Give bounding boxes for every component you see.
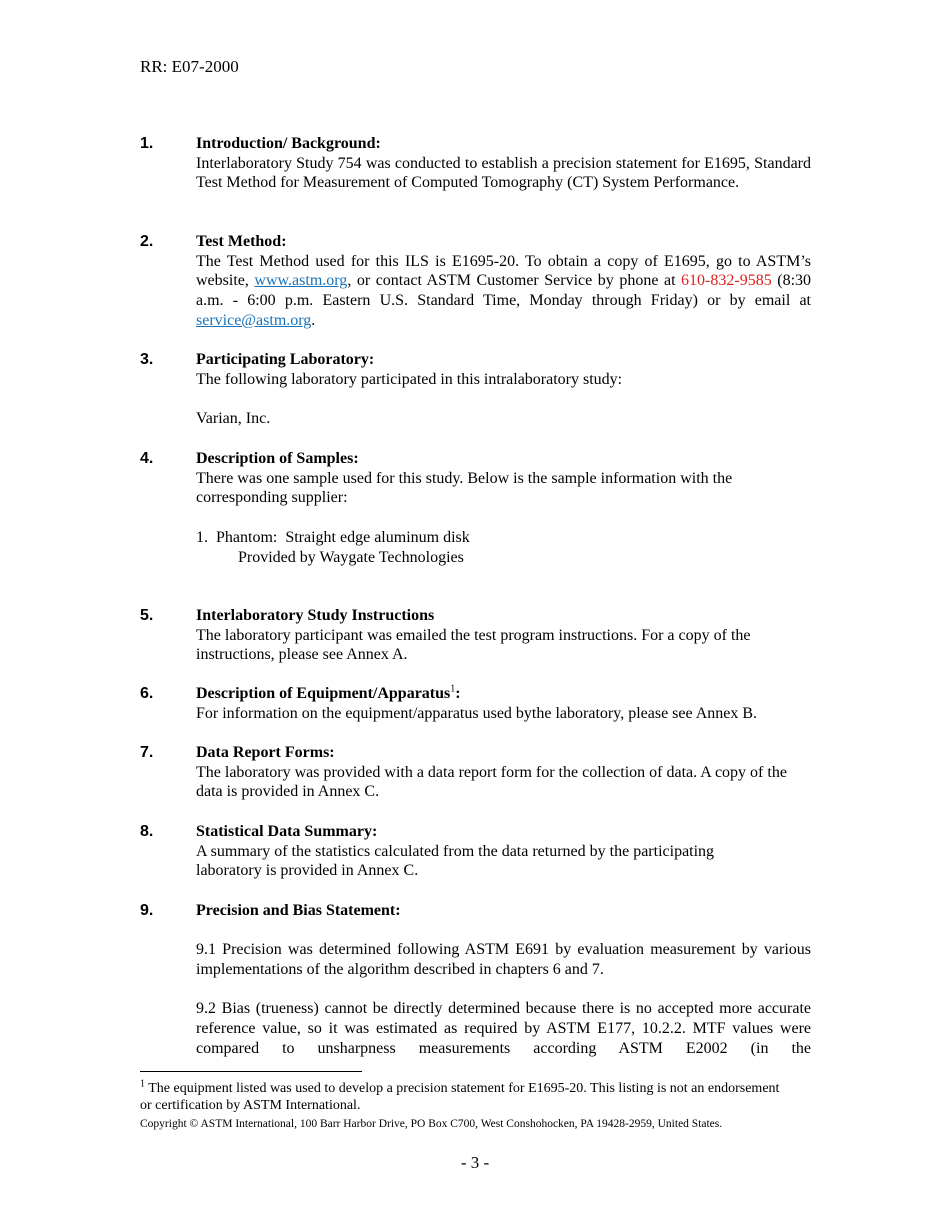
section-title: Introduction/ Background: <box>196 135 381 152</box>
section-body: There was one sample used for this study. Below is the sample information with the corresponding supplier: <box>196 469 733 507</box>
section-title: Description of Samples: <box>196 450 359 467</box>
footnote <box>140 1080 790 1114</box>
report-id-header: RR: E07-2000 <box>140 57 239 76</box>
section-body: The laboratory was provided with a data report form for the collection of data. A copy of the data is provided in Annex C. <box>196 763 787 801</box>
section-participating-laboratory <box>140 350 811 429</box>
section-title: Data Report Forms: <box>196 744 335 761</box>
section-number: 6. <box>140 685 154 702</box>
section-number: 2. <box>140 233 154 250</box>
section-body: A summary of the statistics calculated from the data returned by the participating laboratory is provided in Annex C. <box>196 842 715 880</box>
laboratory-name: Varian, Inc. <box>196 410 271 428</box>
section-body: The following laboratory participated in this intralaboratory study: <box>196 370 623 388</box>
page-number: - 3 - <box>460 1153 490 1172</box>
section-statistical-summary <box>140 822 811 881</box>
section-title: Interlaboratory Study Instructions <box>196 607 435 624</box>
section-body: The laboratory participant was emailed the test program instructions. For a copy of the instructions, please see Annex A. <box>196 626 751 664</box>
section-title: Statistical Data Summary: <box>196 823 378 840</box>
customer-service-phone: 610-832-9585 <box>681 272 772 290</box>
body-text: . <box>311 311 316 329</box>
section-introduction <box>140 134 811 193</box>
body-text: The Test Method used for this ILS is E1695-20. To obtain a copy of E1695, go to ASTM’s website, <box>196 252 811 290</box>
section-body <box>196 252 811 331</box>
section-title: Participating Laboratory: <box>196 351 375 368</box>
section-data-report-forms <box>140 743 811 802</box>
section-precision-and-bias <box>140 901 811 1059</box>
section-number: 5. <box>140 607 154 624</box>
section-number: 1. <box>140 135 154 152</box>
section-study-instructions <box>140 606 811 665</box>
section-body: For information on the equipment/apparatus used bythe laboratory, please see Annex B. <box>196 704 758 722</box>
footnote-separator <box>140 1071 362 1072</box>
section-title: Precision and Bias Statement: <box>196 902 401 919</box>
footnote-text: The equipment listed was used to develop a precision statement for E1695-20. This listing is not an endorsement or certification by ASTM International. <box>140 1081 780 1113</box>
service-email-link[interactable]: service@astm.org <box>196 311 312 329</box>
body-text: , or contact ASTM Customer Service by phone at <box>347 272 682 290</box>
footnote-reference: 1 <box>450 683 456 695</box>
section-description-of-samples <box>140 449 811 567</box>
bias-paragraph: 9.2 Bias (trueness) cannot be directly determined because there is no accepted more accurate reference value, so it was estimated as required by ASTM E177, 10.2.2. MTF values were compared to unsharpness measurements according ASTM E2002 (in the <box>196 1000 811 1057</box>
section-number: 7. <box>140 744 154 761</box>
section-title: Test Method: <box>196 233 287 250</box>
section-number: 4. <box>140 450 154 467</box>
copyright-notice: Copyright © ASTM International, 100 Barr Harbor Drive, PO Box C700, West Conshohocken, PA 19428-2959, United States. <box>140 1118 723 1130</box>
section-number: 9. <box>140 902 154 919</box>
section-number: 3. <box>140 351 154 368</box>
footnote-mark: 1 <box>140 1078 145 1090</box>
section-body: Interlaboratory Study 754 was conducted to establish a precision statement for E1695, Standard Test Method for Measurement of Computed Tomography (CT) System Performance. <box>196 154 811 192</box>
section-equipment-apparatus <box>140 684 811 723</box>
astm-website-link[interactable]: www.astm.org <box>254 272 348 290</box>
title-text: Description of Equipment/Apparatus <box>196 685 451 702</box>
sample-item: 1. Phantom: Straight edge aluminum disk <box>196 528 470 546</box>
title-suffix: : <box>455 685 461 702</box>
section-number: 8. <box>140 823 154 840</box>
section-test-method <box>140 232 811 331</box>
precision-paragraph: 9.1 Precision was determined following ASTM E691 by evaluation measurement by various implementations of the algorithm described in chapters 6 and 7. <box>196 941 811 979</box>
section-title <box>196 684 811 704</box>
body-text: (8:30 a.m. - 6:00 p.m. Eastern U.S. Standard Time, Monday through Friday) or by email at <box>196 272 812 310</box>
sample-supplier: Provided by Waygate Technologies <box>238 548 464 566</box>
